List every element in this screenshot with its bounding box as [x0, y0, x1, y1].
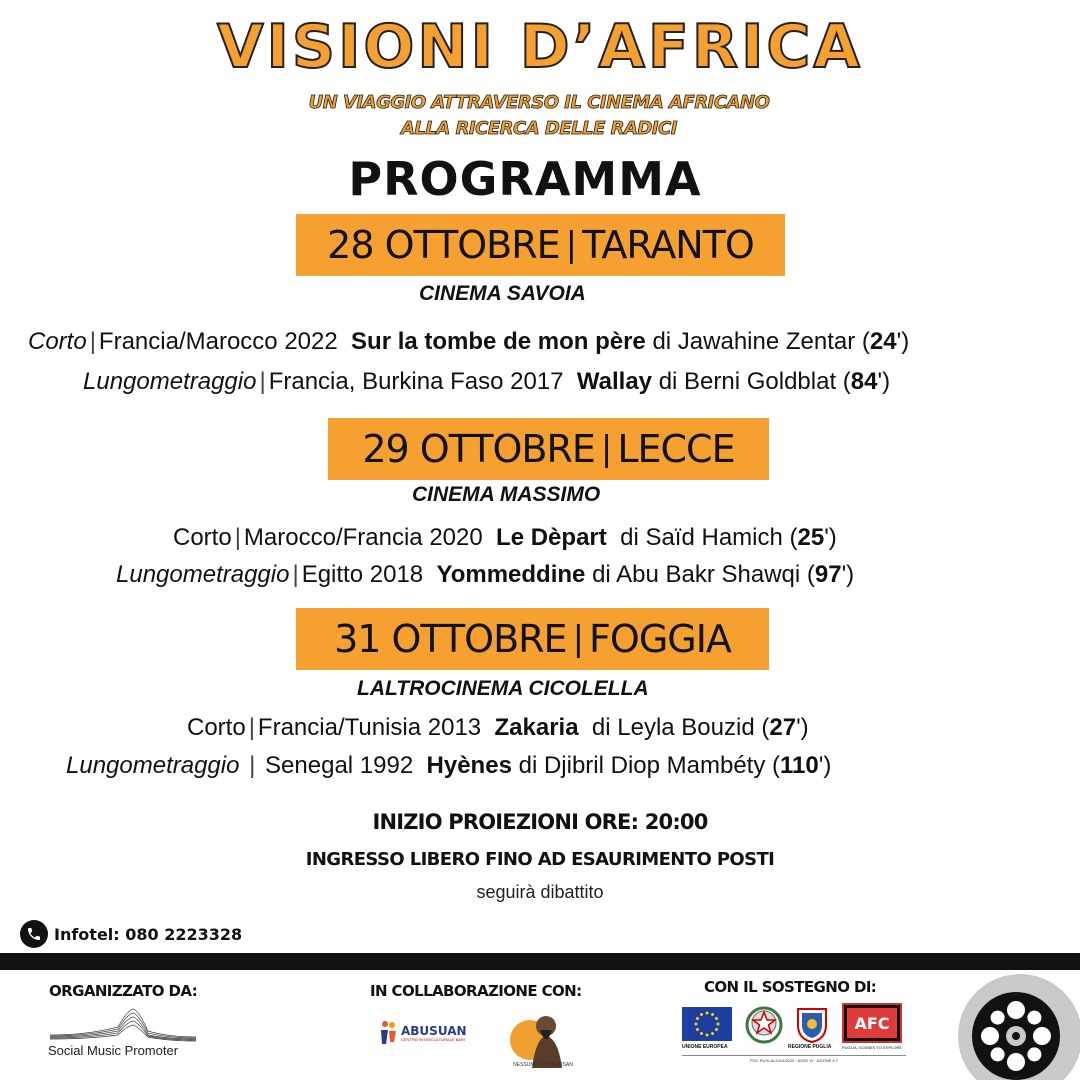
entry-info: INGRESSO LIBERO FINO AD ESAURIMENTO POSTI	[305, 849, 775, 870]
film-duration: 84	[850, 368, 878, 395]
phone-number: Infotel: 080 2223328	[54, 924, 243, 944]
separator: |	[572, 619, 584, 659]
film-title: Hyènes	[426, 752, 512, 779]
eu-flag-icon	[682, 1007, 732, 1041]
film-title: Sur la tombe de mon père	[351, 328, 646, 355]
venue-name: LALTROCINEMA CICOLELLA	[357, 677, 649, 700]
puglia-emblem-icon	[794, 1007, 830, 1043]
portrait-caption: NESSUNO CON BORSAN	[513, 1062, 573, 1068]
film-reel-icon	[970, 990, 1062, 1080]
sponsor-logos	[682, 1003, 906, 1068]
debate-note: seguirà dibattito	[476, 882, 604, 902]
afc-logo	[842, 1003, 902, 1043]
date-bar-taranto	[296, 214, 785, 276]
film-duration: 97	[814, 561, 842, 588]
event-city: TARANTO	[582, 223, 754, 267]
funding-strip: POC PUGLIA 2014/2020 · ASSE VI · AZIONE 6.7	[682, 1055, 906, 1065]
date-bar-foggia	[296, 608, 769, 670]
abusuan-logo	[380, 1020, 467, 1046]
film-entry: Lungometraggio | Senegal 1992 Hyènes di Djibril Diop Mambéty (110')	[66, 752, 832, 779]
venue-name: CINEMA MASSIMO	[412, 483, 601, 506]
people-icon	[380, 1020, 398, 1046]
venue-name: CINEMA SAVOIA	[419, 282, 586, 305]
afc-caption: PUGLIA, SCENES TO EXPLORE	[842, 1045, 902, 1050]
film-title: Wallay	[576, 368, 653, 395]
event-date: 29 OTTOBRE	[362, 427, 595, 471]
film-title: Zakaria	[494, 714, 579, 741]
event-city: FOGGIA	[589, 617, 731, 661]
film-title: Yommeddine	[436, 561, 586, 588]
eu-caption: UNIONE EUROPEA	[682, 1044, 728, 1050]
separator: |	[600, 429, 612, 469]
subtitle-line-1: UN VIAGGIO ATTRAVERSO IL CINEMA AFRICANO	[308, 92, 770, 113]
film-entry: Lungometraggio | Egitto 2018 Yommeddine di Abu Bakr Shawqi (97')	[116, 561, 855, 588]
programma-heading: PROGRAMMA	[348, 152, 702, 206]
organized-label: ORGANIZZATO DA:	[49, 982, 198, 1000]
phone-contact[interactable]	[20, 920, 242, 948]
film-entry: Corto | Francia/Marocco 2022 Sur la tombe de mon père di Jawahine Zentar (24')	[28, 328, 910, 355]
film-duration: 25	[797, 524, 825, 551]
subtitle-line-2: ALLA RICERCA DELLE RADICI	[401, 118, 677, 139]
film-title: Le Dèpart	[496, 524, 607, 551]
afc-text: AFC	[854, 1013, 890, 1033]
film-duration: 27	[769, 714, 797, 741]
film-entry: Lungometraggio | Francia, Burkina Faso 2017 Wallay di Berni Goldblat (84')	[83, 368, 891, 395]
main-title: VISIONI D’AFRICA	[217, 12, 863, 82]
event-city: LECCE	[617, 427, 735, 471]
date-bar-lecce	[328, 418, 769, 480]
collab-label: IN COLLABORAZIONE CON:	[370, 982, 582, 1000]
abusuan-subtitle: CENTRO INTERCULTURALE BARI	[401, 1036, 465, 1042]
support-label: CON IL SOSTEGNO DI:	[704, 978, 877, 996]
separator: |	[565, 225, 577, 265]
phone-icon	[20, 920, 48, 948]
puglia-caption: REGIONE PUGLIA	[788, 1044, 832, 1050]
social-music-promoter-logo	[48, 1005, 198, 1045]
event-date: 31 OTTOBRE	[334, 617, 567, 661]
film-duration: 110	[780, 752, 819, 779]
abusuan-name: ABUSUAN	[401, 1023, 467, 1038]
organizer-name: Social Music Promoter	[48, 1043, 179, 1058]
event-date: 28 OTTOBRE	[327, 223, 560, 267]
film-entry: Corto | Marocco/Francia 2020 Le Dèpart di Saïd Hamich (25')	[173, 524, 837, 551]
film-entry: Corto | Francia/Tunisia 2013 Zakaria di Leyla Bouzid (27')	[187, 714, 809, 741]
portrait-logo	[506, 1008, 576, 1068]
film-duration: 24	[869, 328, 897, 355]
italy-emblem-icon	[744, 1003, 784, 1045]
start-time: INIZIO PROIEZIONI ORE: 20:00	[372, 810, 708, 834]
divider-strip	[0, 953, 1080, 970]
